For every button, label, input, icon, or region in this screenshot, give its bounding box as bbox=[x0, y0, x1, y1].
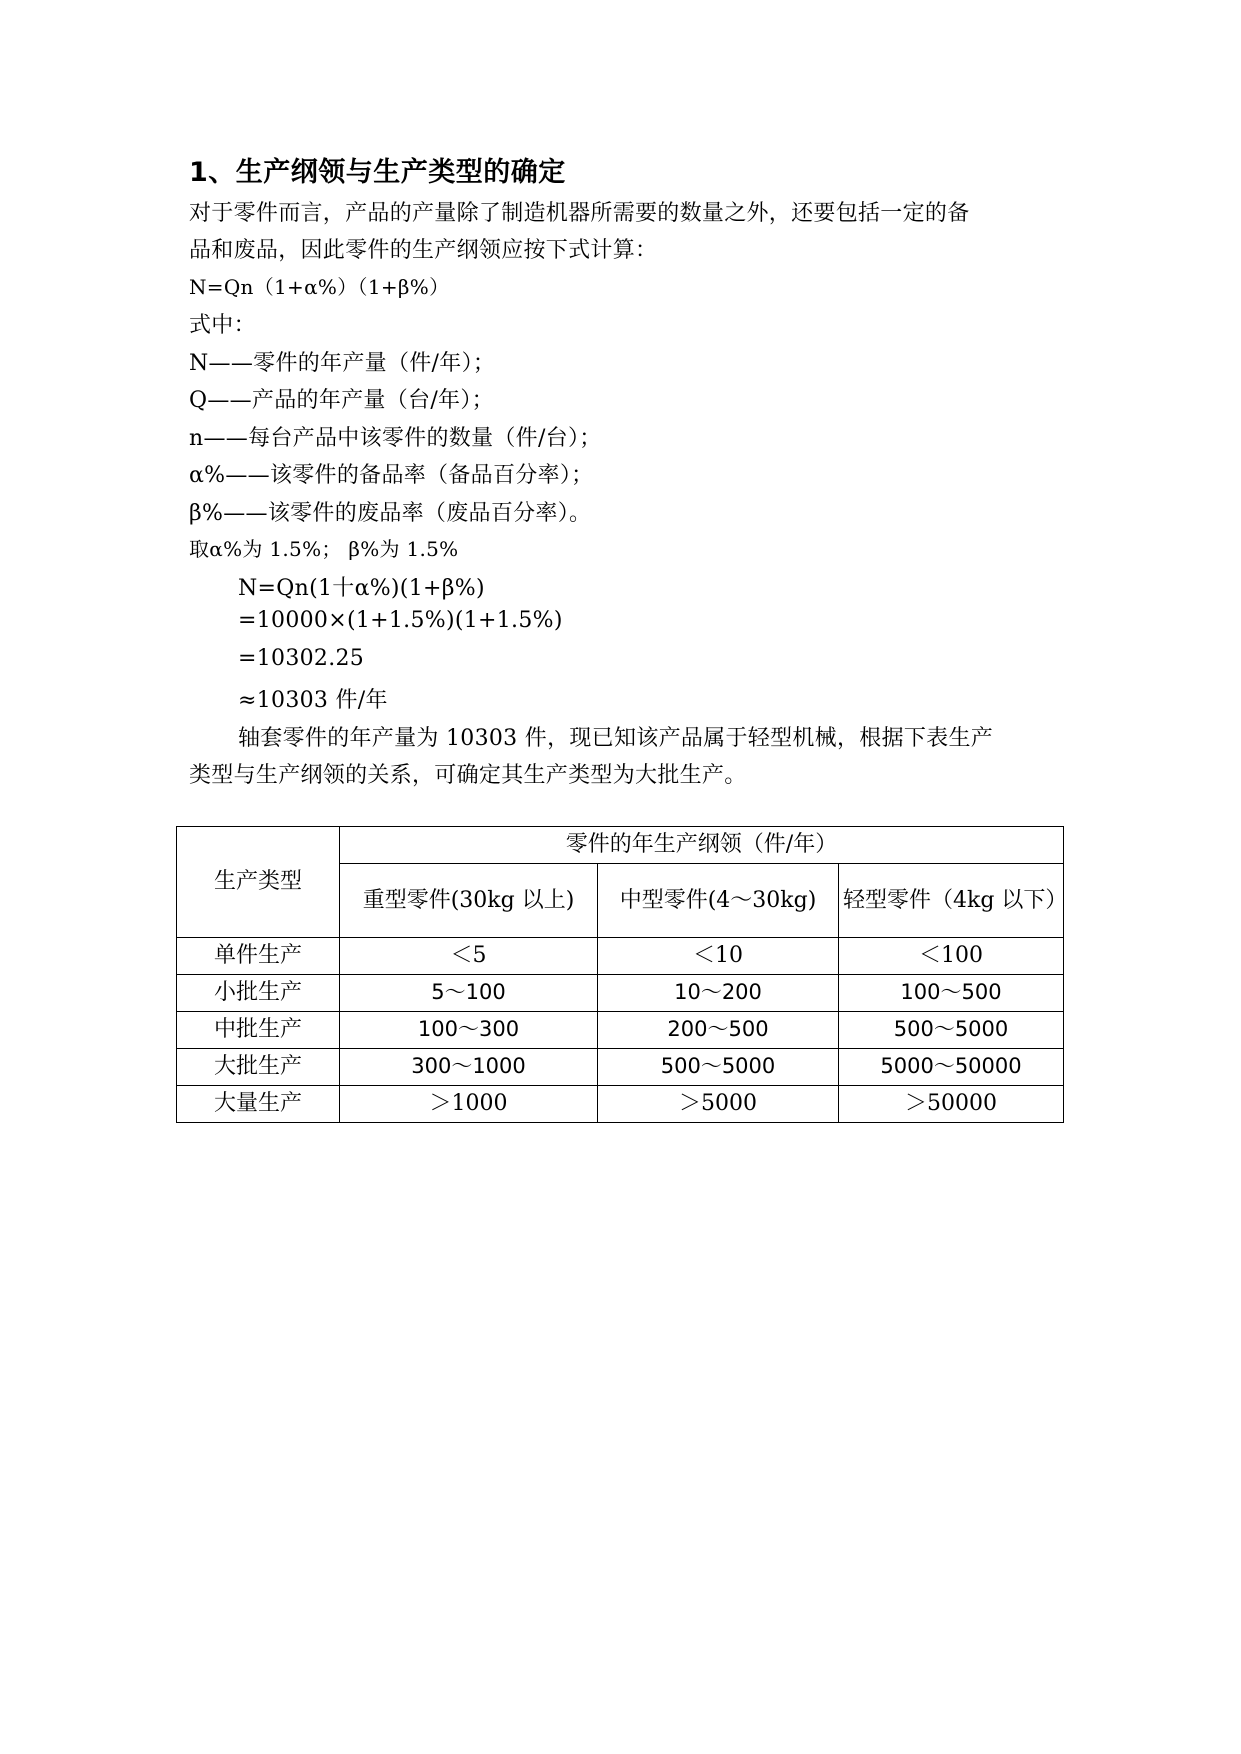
cell-light: ＜100 bbox=[839, 938, 1064, 975]
production-type-table bbox=[176, 826, 1068, 1123]
cell-light bbox=[839, 1012, 1064, 1049]
definitions-intro: 式中： bbox=[189, 313, 256, 338]
section-heading: 1、生产纲领与生产类型的确定 bbox=[189, 157, 566, 188]
table-row-header: 生产类型 bbox=[177, 827, 340, 938]
paragraph-line-1: 对于零件而言，产品的产量除了制造机器所需要的数量之外，还要包括一定的备 bbox=[189, 201, 970, 226]
cell-light bbox=[839, 975, 1064, 1012]
row-type: 大量生产 bbox=[177, 1086, 340, 1123]
cell-light: ＞50000 bbox=[839, 1086, 1064, 1123]
cell-heavy: ＞1000 bbox=[340, 1086, 598, 1123]
cell-medium bbox=[598, 1049, 839, 1086]
cell-medium bbox=[598, 975, 839, 1012]
row-type: 小批生产 bbox=[177, 975, 340, 1012]
calculation-step: =10302.25 bbox=[238, 646, 365, 671]
row-type: 大批生产 bbox=[177, 1049, 340, 1086]
cell-heavy: ＜5 bbox=[340, 938, 598, 975]
definition-item: n——每台产品中该零件的数量（件/台）； bbox=[189, 426, 602, 451]
definition-item: α%——该零件的备品率（备品百分率）； bbox=[189, 463, 594, 488]
formula: N=Qn（1+α%）（1+β%） bbox=[189, 275, 450, 299]
cell-value: 100～500 bbox=[900, 980, 1002, 1005]
table-row bbox=[177, 975, 1064, 1012]
column-header-light: 轻型零件（4kg 以下） bbox=[839, 864, 1064, 938]
cell-value: 10～200 bbox=[674, 980, 762, 1005]
cell-value: 5000～50000 bbox=[880, 1054, 1022, 1079]
cell-medium: ＞5000 bbox=[598, 1086, 839, 1123]
table-row bbox=[177, 1086, 1064, 1123]
calculation-step: N=Qn(1十α%)(1+β%) bbox=[238, 576, 485, 601]
cell-light bbox=[839, 1049, 1064, 1086]
table-row bbox=[177, 938, 1064, 975]
calculation-step: =10000×(1+1.5%)(1+1.5%) bbox=[238, 608, 563, 633]
cell-medium bbox=[598, 1012, 839, 1049]
cell-heavy bbox=[340, 1049, 598, 1086]
column-header-heavy: 重型零件(30kg 以上) bbox=[340, 864, 598, 938]
cell-heavy bbox=[340, 1012, 598, 1049]
cell-medium: ＜10 bbox=[598, 938, 839, 975]
calculation-result: ≈10303 件/年 bbox=[238, 688, 388, 713]
conclusion-line-2: 类型与生产纲领的关系，可确定其生产类型为大批生产。 bbox=[189, 763, 747, 788]
row-type: 中批生产 bbox=[177, 1012, 340, 1049]
cell-value: 200～500 bbox=[667, 1017, 769, 1042]
cell-heavy bbox=[340, 975, 598, 1012]
assumption-line: 取α%为 1.5%； β%为 1.5% bbox=[189, 537, 459, 561]
definition-item: Q——产品的年产量（台/年）； bbox=[189, 388, 494, 413]
cell-value: 5～100 bbox=[431, 980, 506, 1005]
conclusion-line-1: 轴套零件的年产量为 10303 件，现已知该产品属于轻型机械，根据下表生产 bbox=[238, 726, 994, 751]
cell-value: 300～1000 bbox=[411, 1054, 526, 1079]
cell-value: 500～5000 bbox=[893, 1017, 1009, 1042]
table-group-header: 零件的年生产纲领（件/年） bbox=[340, 827, 1064, 864]
cell-value: 100～300 bbox=[417, 1017, 520, 1042]
table-row bbox=[177, 1049, 1064, 1086]
cell-value: 500～5000 bbox=[660, 1054, 776, 1079]
paragraph-line-2: 品和废品，因此零件的生产纲领应按下式计算： bbox=[189, 238, 658, 263]
column-header-medium: 中型零件(4～30kg) bbox=[598, 864, 839, 938]
table-row bbox=[177, 1012, 1064, 1049]
row-type: 单件生产 bbox=[177, 938, 340, 975]
definition-item: N——零件的年产量（件/年）； bbox=[189, 351, 496, 376]
definition-item: β%——该零件的废品率（废品百分率）。 bbox=[189, 501, 592, 526]
